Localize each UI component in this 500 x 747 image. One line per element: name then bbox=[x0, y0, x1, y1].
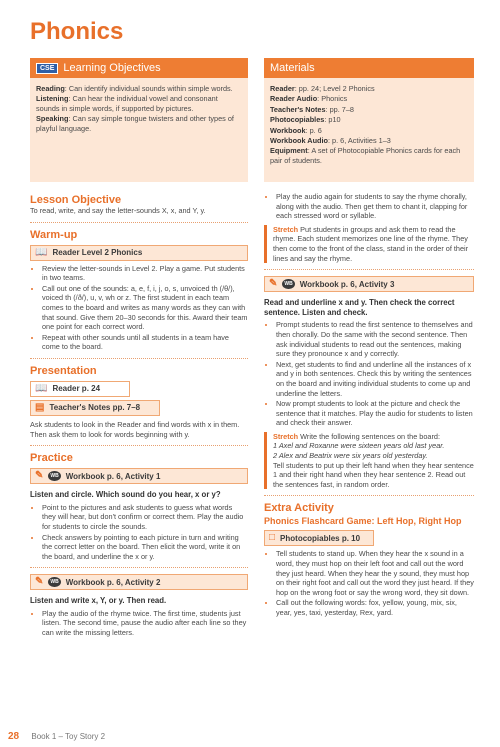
cse-badge: CSE bbox=[36, 63, 58, 74]
material-item: Workbook Audio: p. 6, Activities 1–3 bbox=[270, 136, 391, 146]
extra-activity-heading: Extra Activity bbox=[264, 502, 334, 515]
objective-listening: Listening: Can hear the individual vowel and consonant sounds in simple words, if supported by pictures. bbox=[36, 94, 218, 113]
notes-icon: ▤ bbox=[35, 401, 45, 413]
stretch-box-1: Stretch Put students in groups and ask them to read the rhyme. Each student memorizes one line of the rhyme. They then come to the front of the class, stand in the order of their lines and say the rhyme. bbox=[264, 225, 474, 263]
warmup-reader-bar: 📖 Reader Level 2 Phonics bbox=[30, 245, 248, 261]
list-item: • Check answers by pointing to each picture in turn and writing the correct letter on the board. Then elicit the word, write it on the board, and underline the x or y. bbox=[42, 533, 248, 562]
left-column bbox=[30, 58, 248, 639]
materials-heading: Materials bbox=[270, 62, 315, 74]
objective-reading: Reading: Can identify individual sounds within simple words. bbox=[36, 84, 233, 93]
pencil-icon: ✎ bbox=[35, 470, 44, 482]
presentation-reader-bar: 📖 Reader p. 24 bbox=[30, 381, 130, 397]
list-item: • Play the audio of the rhyme twice. The first time, students just listen. The second time, pause the audio after each line so they can write the missing letters. bbox=[42, 609, 248, 638]
list-item: • Next, get students to find and underline all the instances of x and y in both sentences. Check this by writing the sentences on the board and inviting individual students to come up and underline the letters. bbox=[276, 360, 474, 398]
rhyme-list bbox=[264, 192, 474, 221]
workbook-icon: WB bbox=[50, 579, 59, 586]
stretch-box-2: Stretch Write the following sentences on the board: 1 Axel and Roxanne were sixteen years old last year. 2 Alex and Beatrix were six years old yesterday. Tell students to put up their left hand when they hear sentence 1 and their right hand when they hear sentence 2. Read out the sentences fast, in random order. bbox=[264, 432, 474, 490]
activity1-list bbox=[30, 503, 248, 562]
photocopiables-bar: □ Photocopiables p. 10 bbox=[264, 530, 374, 546]
activity1-instruction: Listen and circle. Which sound do you hear, x or y? bbox=[30, 490, 221, 500]
objectives-box bbox=[30, 78, 248, 182]
list-item: • Call out one of the sounds: a, e, f, i, j, o, s, unvoiced th (/θ/), voiced th (/ð/), u, v, wh or z. The first student in each team comes to the board and writes as many words as they can with that sound. Give them 20–30 seconds for this. Award their team one point for each correct word. bbox=[42, 284, 248, 332]
right-column bbox=[264, 58, 474, 619]
workbook-icon: WB bbox=[50, 473, 59, 480]
page-title: Phonics bbox=[30, 18, 124, 45]
warmup-heading: Warm-up bbox=[30, 228, 78, 241]
pencil-icon: ✎ bbox=[269, 278, 278, 290]
material-item: Photocopiables: p10 bbox=[270, 115, 341, 125]
photocopy-icon: □ bbox=[269, 532, 276, 544]
objective-speaking: Speaking: Can say simple tongue twisters and other types of playful language. bbox=[36, 114, 234, 133]
activity3-list bbox=[264, 320, 474, 428]
objectives-header bbox=[30, 58, 248, 78]
practice-activity2-bar: ✎ WB Workbook p. 6, Activity 2 bbox=[30, 574, 248, 590]
practice-activity3-bar: ✎ WB Workbook p. 6, Activity 3 bbox=[264, 276, 474, 292]
list-item: • Call out the following words: fox, yellow, young, mix, six, year, yes, taxi, yesterday, Rex, yard. bbox=[276, 598, 474, 617]
material-item: Workbook: p. 6 bbox=[270, 125, 322, 135]
activity2-instruction: Listen and write x, Y, or y. Then read. bbox=[30, 596, 167, 606]
presentation-heading: Presentation bbox=[30, 364, 97, 377]
book-icon: 📖 bbox=[35, 382, 48, 394]
list-item: • Point to the pictures and ask students to guess what words they will hear, but don't confirm or correct them. Play the audio for students to circle the sounds. bbox=[42, 503, 248, 532]
objectives-heading: Learning Objectives bbox=[63, 62, 161, 74]
practice-heading: Practice bbox=[30, 452, 73, 465]
page-footer bbox=[8, 731, 105, 742]
activity2-list bbox=[30, 609, 248, 638]
material-item: Reader: pp. 24; Level 2 Phonics bbox=[270, 84, 375, 93]
activity3-instruction: Read and underline x and y. Then check the correct sentence. Listen and check. bbox=[264, 298, 455, 317]
page-number: 28 bbox=[8, 731, 20, 742]
list-item: • Repeat with other sounds until all students in a team have come to the board. bbox=[42, 333, 248, 352]
book-icon: 📖 bbox=[35, 246, 48, 258]
material-item: Reader Audio: Phonics bbox=[270, 94, 348, 104]
list-item: • Prompt students to read the first sentence to themselves and then chorally. Do the same with the second sentence. Then ask individual students to read out the sentences, making sure they pronounce x and y correctly. bbox=[276, 320, 474, 358]
presentation-notes-bar: ▤ Teacher's Notes pp. 7–8 bbox=[30, 400, 160, 416]
lesson-objective-text: To read, write, and say the letter-sounds X, x, and Y, y. bbox=[30, 206, 206, 215]
presentation-text: Ask students to look in the Reader and find words with x in them. Then ask them to look for words beginning with y. bbox=[30, 419, 240, 439]
pencil-icon: ✎ bbox=[35, 576, 44, 588]
list-item: • Now prompt students to look at the picture and check the sentence that it matches. Play the audio for students to listen and check their answer. bbox=[276, 399, 474, 428]
lesson-objective-heading: Lesson Objective bbox=[30, 194, 122, 206]
material-item: Teacher's Notes: pp. 7–8 bbox=[270, 104, 354, 114]
materials-header bbox=[264, 58, 474, 78]
materials-box bbox=[264, 78, 474, 182]
list-item: • Tell students to stand up. When they hear the x sound in a word, they must hop on their left foot and call out the word they just heard. When they hear the y sound, they must hop on their right foot and call out the word they just heard. If they hop on the wrong foot or say the wrong word, they sit down. bbox=[276, 549, 474, 597]
book-title: Book 1 – Toy Story 2 bbox=[31, 732, 106, 741]
list-item: • Review the letter-sounds in Level 2. Play a game. Put students in two teams. bbox=[42, 264, 248, 283]
material-item: Equipment: A set of Photocopiable Phonics cards for each pair of students. bbox=[270, 146, 461, 165]
extra-activity-list bbox=[264, 549, 474, 617]
warmup-list bbox=[30, 264, 248, 352]
workbook-icon: WB bbox=[284, 281, 293, 288]
extra-activity-subheading: Phonics Flashcard Game: Left Hop, Right Hop bbox=[264, 516, 462, 527]
practice-activity1-bar: ✎ WB Workbook p. 6, Activity 1 bbox=[30, 468, 248, 484]
list-item: • Play the audio again for students to say the rhyme chorally, along with the audio. Then get them to chant it, clapping for each stressed word or syllable. bbox=[276, 192, 474, 221]
